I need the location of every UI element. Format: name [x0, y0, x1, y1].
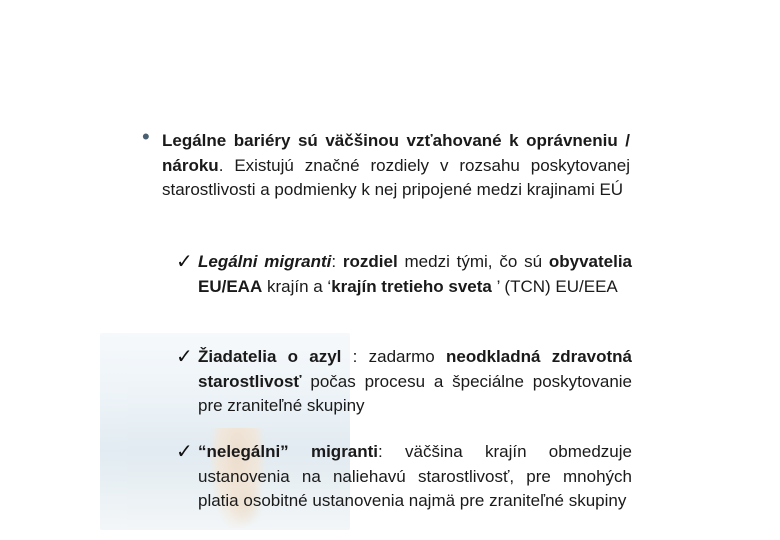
sub-item-legal-migrants: ✓ Legálni migranti: rozdiel medzi tými, čo sú obyvatelia EU/EAA krajín a ‘krajín tretieho sveta ’ (TCN) EU/EEA [176, 251, 632, 296]
bullet-dot-icon: • [142, 124, 150, 149]
sub-item-asylum-seekers: ✓ Žiadatelia o azyl : zadarmo neodkladná zdravotná starostlivosť počas procesu a špeciálne poskytovanie pre zraniteľné skupiny [176, 346, 632, 415]
checkmark-icon: ✓ [176, 346, 193, 368]
main-bullet-rest: . Existujú značné rozdiely v rozsahu poskytovanej starostlivosti a podmienky k nej pripojené medzi krajinami EÚ [162, 155, 630, 199]
sub-item-illegal-migrants: ✓ “nelegálni” migranti: väčšina krajín obmedzuje ustanovenia na naliehavú starostlivosť, pre mnohých platia osobitné ustanovenia najmä pre zraniteľné skupiny [176, 441, 632, 510]
main-bullet-text [162, 129, 630, 203]
main-bullet-bold: Legálne bariéry sú väčšinou vzťahované k oprávneniu / nároku [162, 131, 630, 175]
checkmark-icon: ✓ [176, 251, 193, 273]
sub-item-term: Legálni migranti [198, 252, 332, 271]
checkmark-icon: ✓ [176, 441, 193, 463]
